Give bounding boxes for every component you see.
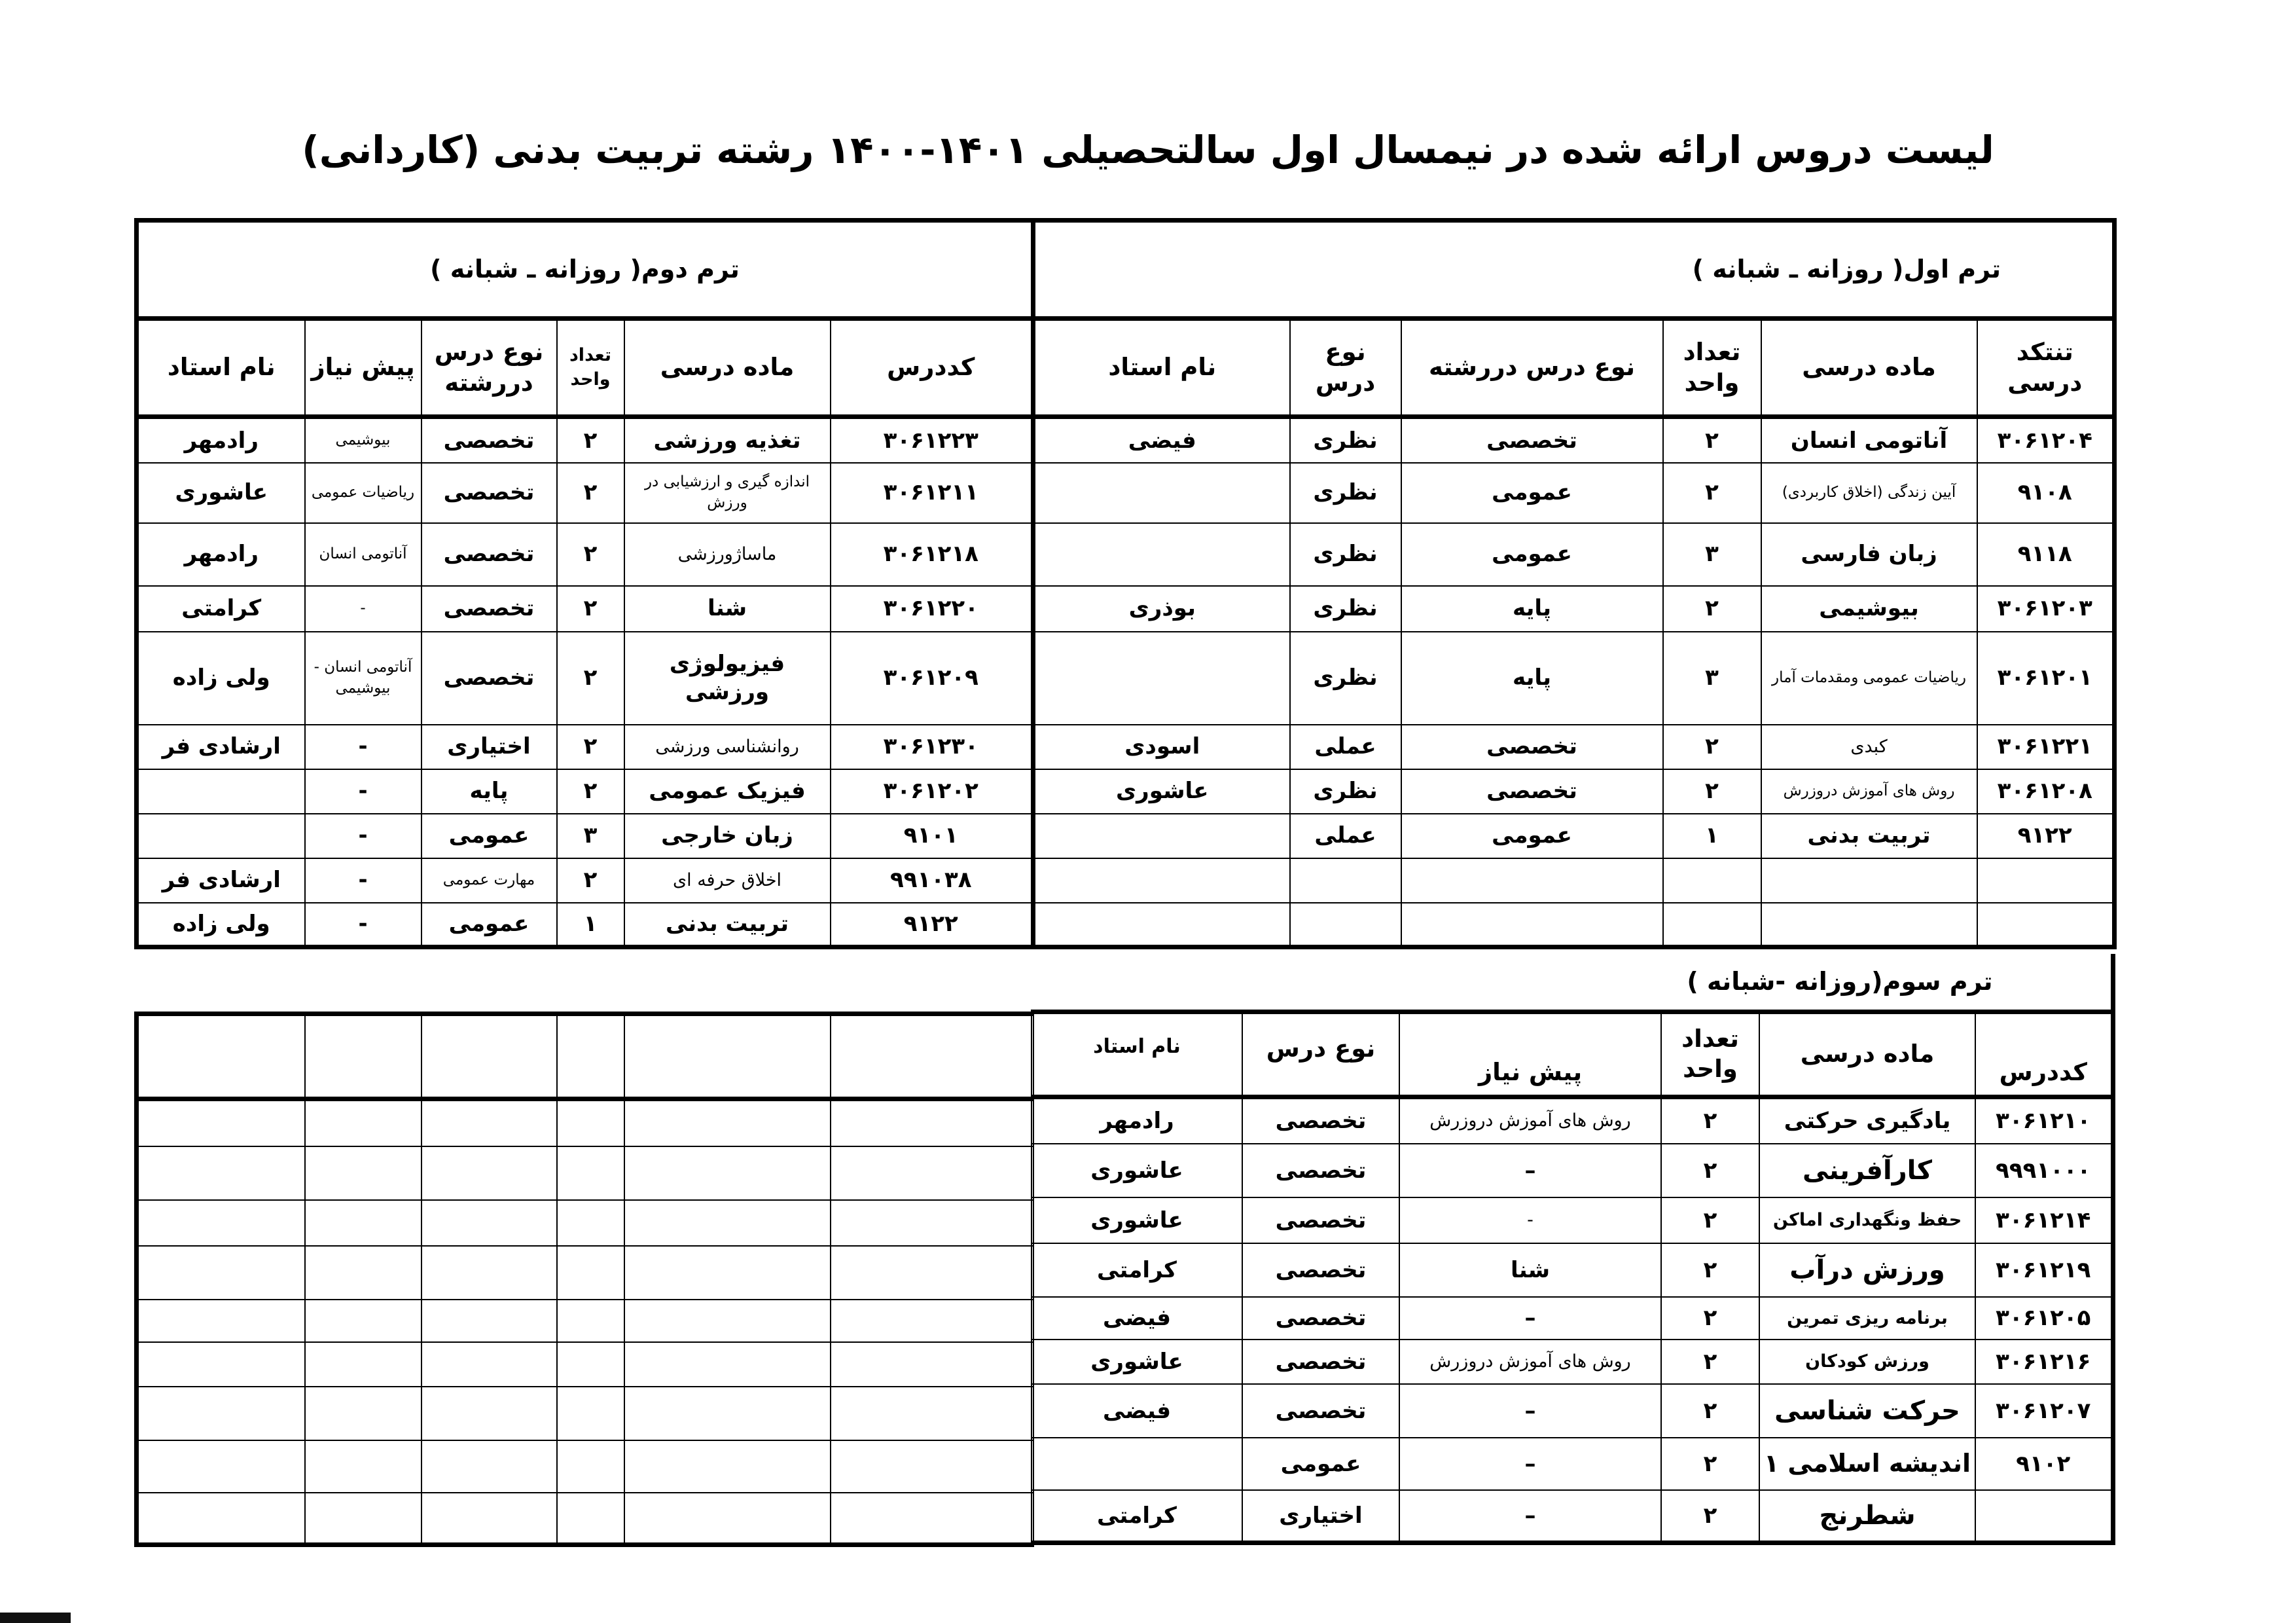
cell-subject: شطرنج xyxy=(1759,1490,1975,1542)
cell-units: ۲ xyxy=(1661,1297,1759,1340)
cell-code: ۹۱۱۸ xyxy=(1977,523,2115,586)
table-row xyxy=(137,463,1033,523)
cell-prereq: آناتومی انسان - بیوشیمی xyxy=(305,632,422,725)
watermark-strip xyxy=(0,1613,71,1623)
cell-prereq: - xyxy=(305,586,422,632)
cell-teacher: فیضی xyxy=(1031,1384,1242,1438)
cell-type: عملی xyxy=(1290,814,1401,858)
cell-units: ۲ xyxy=(557,632,624,725)
cell-kind: عمومی xyxy=(1401,523,1663,586)
cell-code: ۳۰۶۱۲۱۹ xyxy=(1975,1243,2113,1297)
table-row xyxy=(1031,1384,2113,1438)
cell-units: ۲ xyxy=(1663,463,1761,523)
table-row xyxy=(137,814,1033,858)
cell-subject: روش های آموزش دروزرش xyxy=(1761,769,1977,814)
cell-code: ۳۰۶۱۲۰۷ xyxy=(1975,1384,2113,1438)
cell-code: ۳۰۶۱۲۱۱ xyxy=(831,463,1033,523)
cell-prereq: - xyxy=(305,725,422,769)
cell-units: ۲ xyxy=(557,769,624,814)
cell-teacher xyxy=(1033,463,1290,523)
cell-prereq: ریاضیات عمومی xyxy=(305,463,422,523)
cell-subject: زبان فارسی xyxy=(1761,523,1977,586)
cell-teacher xyxy=(1033,632,1290,725)
table-row xyxy=(137,769,1033,814)
cell-subject: آناتومی انسان xyxy=(1761,417,1977,463)
cell-subject: اندیشه اسلامی ۱ xyxy=(1759,1438,1975,1490)
cell-teacher: کرامتی xyxy=(137,586,305,632)
cell-kind: تخصصی xyxy=(1401,769,1663,814)
header-teacher: نام استاد xyxy=(1031,1012,1242,1097)
cell-kind: تخصصی xyxy=(1401,417,1663,463)
cell-units: ۲ xyxy=(1661,1197,1759,1243)
cell-teacher: کرامتی xyxy=(1031,1243,1242,1297)
cell-units: ۲ xyxy=(1663,586,1761,632)
cell-units: ۲ xyxy=(1663,725,1761,769)
header-units: تعداد واحد xyxy=(1663,319,1761,417)
cell-code: ۹۱۰۲ xyxy=(1975,1438,2113,1490)
cell-code: ۳۰۶۱۲۰۵ xyxy=(1975,1297,2113,1340)
term3-table xyxy=(1031,954,2115,1545)
table-row xyxy=(1031,1197,2113,1243)
cell-subject: تربیت بدنی xyxy=(1761,814,1977,858)
table-row xyxy=(1033,725,2115,769)
cell-teacher: ارشادی فر xyxy=(137,725,305,769)
cell-subject: شنا xyxy=(624,586,831,632)
table-row xyxy=(137,523,1033,586)
cell-units: ۲ xyxy=(1663,769,1761,814)
cell-teacher: فیضی xyxy=(1031,1297,1242,1340)
cell-kind: تخصصی xyxy=(1401,725,1663,769)
cell-prereq: – xyxy=(1399,1438,1661,1490)
cell-kind: تخصصی xyxy=(422,463,557,523)
cell-prereq: شنا xyxy=(1399,1243,1661,1297)
cell-code: ۹۹۱۰۳۸ xyxy=(831,858,1033,903)
cell-subject: ریاضیات عمومی ومقدمات آمار xyxy=(1761,632,1977,725)
cell-teacher xyxy=(1031,1438,1242,1490)
cell-kind: تخصصی xyxy=(422,632,557,725)
cell-type: تخصصی xyxy=(1242,1340,1399,1384)
cell-code: ۹۱۲۲ xyxy=(1977,814,2115,858)
cell-teacher: رادمهر xyxy=(137,417,305,463)
cell-type: نظری xyxy=(1290,586,1401,632)
cell-subject: فیزیولوژی ورزشی xyxy=(624,632,831,725)
header-units: تعداد واحد xyxy=(1661,1012,1759,1097)
cell-code: ۳۰۶۱۲۰۴ xyxy=(1977,417,2115,463)
cell-code: ۹۹۹۱۰۰۰ xyxy=(1975,1144,2113,1197)
cell-units: ۲ xyxy=(1661,1384,1759,1438)
cell-subject: ورزش کودکان xyxy=(1759,1340,1975,1384)
cell-type: تخصصی xyxy=(1242,1144,1399,1197)
cell-code: ۳۰۶۱۲۳۰ xyxy=(831,725,1033,769)
cell-code: ۳۰۶۱۲۰۳ xyxy=(1977,586,2115,632)
table-row xyxy=(1031,1340,2113,1384)
cell-subject: اخلاق حرفه ای xyxy=(624,858,831,903)
cell-type: نظری xyxy=(1290,769,1401,814)
cell-kind: عمومی xyxy=(422,903,557,947)
cell-units: ۲ xyxy=(557,725,624,769)
table-row xyxy=(1033,814,2115,858)
table-row xyxy=(1031,1097,2113,1144)
cell-subject: برنامه ریزی تمرین xyxy=(1759,1297,1975,1340)
cell-subject: زبان خارجی xyxy=(624,814,831,858)
header-code: کددرس xyxy=(1975,1012,2113,1097)
header-kind: نوع درس دررشته xyxy=(422,319,557,417)
cell-teacher: عاشوری xyxy=(1031,1144,1242,1197)
header-prereq: پیش نیاز xyxy=(305,319,422,417)
table-row xyxy=(137,725,1033,769)
cell-code: ۹۱۰۱ xyxy=(831,814,1033,858)
cell-subject: حفظ ونگهداری اماکن xyxy=(1759,1197,1975,1243)
table-row xyxy=(1031,1438,2113,1490)
table-row xyxy=(137,586,1033,632)
cell-subject: اندازه گیری و ارزشیابی در ورزش xyxy=(624,463,831,523)
table-row xyxy=(1033,586,2115,632)
header-prereq: پیش نیاز xyxy=(1399,1012,1661,1097)
cell-units: ۱ xyxy=(557,903,624,947)
cell-teacher: فیضی xyxy=(1033,417,1290,463)
cell-teacher: ارشادی فر xyxy=(137,858,305,903)
cell-units: ۲ xyxy=(557,463,624,523)
cell-prereq: روش های آموزش دروزرش xyxy=(1399,1097,1661,1144)
cell-units: ۲ xyxy=(1661,1144,1759,1197)
cell-kind: تخصصی xyxy=(422,523,557,586)
table-row xyxy=(1031,1297,2113,1340)
cell-prereq: آناتومی انسان xyxy=(305,523,422,586)
table-row xyxy=(1033,769,2115,814)
cell-subject: ماساژورزشی xyxy=(624,523,831,586)
cell-type: عمومی xyxy=(1242,1438,1399,1490)
table-row xyxy=(137,903,1033,947)
cell-kind: پایه xyxy=(422,769,557,814)
cell-teacher: عاشوری xyxy=(1031,1340,1242,1384)
cell-prereq: - xyxy=(305,769,422,814)
cell-prereq: - xyxy=(1399,1197,1661,1243)
cell-prereq: – xyxy=(1399,1490,1661,1542)
header-subject: ماده درسی xyxy=(1761,319,1977,417)
table-row xyxy=(137,632,1033,725)
cell-subject: حرکت شناسی xyxy=(1759,1384,1975,1438)
term3-heading: ترم سوم(روزانه -شبانه ) xyxy=(1031,954,2113,1012)
cell-subject: کارآفرینی xyxy=(1759,1144,1975,1197)
header-code: کددرس xyxy=(831,319,1033,417)
cell-teacher: عاشوری xyxy=(1031,1197,1242,1243)
table-row-empty xyxy=(1033,858,2115,903)
cell-code: ۳۰۶۱۲۰۲ xyxy=(831,769,1033,814)
cell-subject: کبدی xyxy=(1761,725,1977,769)
cell-teacher: عاشوری xyxy=(1033,769,1290,814)
cell-type: تخصصی xyxy=(1242,1243,1399,1297)
term2-heading: ترم دوم( روزانه ـ شبانه ) xyxy=(137,221,1033,319)
cell-code: ۹۱۰۸ xyxy=(1977,463,2115,523)
cell-prereq: - xyxy=(305,903,422,947)
cell-subject: ورزش درآب xyxy=(1759,1243,1975,1297)
cell-units: ۲ xyxy=(557,417,624,463)
term2-body xyxy=(137,417,1033,947)
cell-prereq: – xyxy=(1399,1144,1661,1197)
header-teacher: نام استاد xyxy=(1033,319,1290,417)
table-row xyxy=(1033,632,2115,725)
cell-units: ۲ xyxy=(557,858,624,903)
cell-units: ۲ xyxy=(557,523,624,586)
cell-teacher: عاشوری xyxy=(137,463,305,523)
cell-units: ۲ xyxy=(1663,417,1761,463)
cell-teacher: اسودی xyxy=(1033,725,1290,769)
cell-type: تخصصی xyxy=(1242,1297,1399,1340)
cell-type: نظری xyxy=(1290,523,1401,586)
cell-units: ۲ xyxy=(1661,1243,1759,1297)
table-row xyxy=(1033,417,2115,463)
cell-kind: تخصصی xyxy=(422,417,557,463)
cell-code: ۳۰۶۱۲۰۹ xyxy=(831,632,1033,725)
cell-prereq: - xyxy=(305,858,422,903)
cell-code: ۳۰۶۱۲۲۱ xyxy=(1977,725,2115,769)
cell-prereq: – xyxy=(1399,1297,1661,1340)
empty-grid-table xyxy=(134,1012,1034,1547)
cell-teacher: ولی زاده xyxy=(137,632,305,725)
header-teacher: نام استاد xyxy=(137,319,305,417)
table-row xyxy=(137,858,1033,903)
cell-kind: مهارت عمومی xyxy=(422,858,557,903)
table-row xyxy=(1031,1490,2113,1542)
header-subject: ماده درسی xyxy=(1759,1012,1975,1097)
cell-subject: یادگیری حرکتی xyxy=(1759,1097,1975,1144)
header-code: تنتکد درسی xyxy=(1977,319,2115,417)
cell-type: نظری xyxy=(1290,463,1401,523)
cell-teacher xyxy=(137,769,305,814)
cell-subject: آیین زندگی (اخلاق کاربردی) xyxy=(1761,463,1977,523)
cell-code: ۳۰۶۱۲۰۸ xyxy=(1977,769,2115,814)
cell-teacher: ولی زاده xyxy=(137,903,305,947)
cell-subject: تغذیه ورزشی xyxy=(624,417,831,463)
header-type: نوع درس xyxy=(1290,319,1401,417)
cell-units: ۲ xyxy=(1661,1340,1759,1384)
cell-prereq: - xyxy=(305,814,422,858)
cell-subject: فیزیک عمومی xyxy=(624,769,831,814)
cell-type: تخصصی xyxy=(1242,1384,1399,1438)
header-type: نوع درس xyxy=(1242,1012,1399,1097)
cell-units: ۲ xyxy=(1661,1097,1759,1144)
cell-prereq: روش های آموزش دروزرش xyxy=(1399,1340,1661,1384)
cell-kind: عمومی xyxy=(1401,463,1663,523)
cell-code: ۹۱۲۲ xyxy=(831,903,1033,947)
term2-table xyxy=(134,218,1035,949)
cell-code: ۳۰۶۱۲۱۴ xyxy=(1975,1197,2113,1243)
cell-code: ۳۰۶۱۲۰۱ xyxy=(1977,632,2115,725)
cell-kind: پایه xyxy=(1401,632,1663,725)
header-kind: نوع درس دررشته xyxy=(1401,319,1663,417)
cell-teacher: بوذری xyxy=(1033,586,1290,632)
cell-kind: اختیاری xyxy=(422,725,557,769)
cell-teacher: رادمهر xyxy=(1031,1097,1242,1144)
table-row xyxy=(1031,1144,2113,1197)
cell-code: ۳۰۶۱۲۲۳ xyxy=(831,417,1033,463)
cell-subject: روانشناسی ورزشی xyxy=(624,725,831,769)
cell-code: ۳۰۶۱۲۱۶ xyxy=(1975,1340,2113,1384)
cell-code: ۳۰۶۱۲۲۰ xyxy=(831,586,1033,632)
cell-units: ۳ xyxy=(1663,632,1761,725)
header-units: تعداد واحد xyxy=(557,319,624,417)
cell-teacher xyxy=(1033,814,1290,858)
table-row xyxy=(1031,1243,2113,1297)
cell-type: نظری xyxy=(1290,632,1401,725)
table-row xyxy=(137,417,1033,463)
table-row-empty xyxy=(1033,903,2115,947)
cell-teacher: کرامتی xyxy=(1031,1490,1242,1542)
cell-kind: پایه xyxy=(1401,586,1663,632)
cell-type: عملی xyxy=(1290,725,1401,769)
cell-units: ۲ xyxy=(1661,1490,1759,1542)
term3-body xyxy=(1031,1097,2113,1542)
term1-heading: ترم اول( روزانه ـ شبانه ) xyxy=(1033,221,2115,319)
cell-prereq: – xyxy=(1399,1384,1661,1438)
cell-type: نظری xyxy=(1290,417,1401,463)
page-title: لیست دروس ارائه شده در نیمسال اول سالتحصیلی ۱۴۰۱-۱۴۰۰ رشته تربیت بدنی (کاردانی) xyxy=(302,128,1994,172)
cell-prereq: بیوشیمی xyxy=(305,417,422,463)
cell-teacher xyxy=(137,814,305,858)
cell-kind: عمومی xyxy=(422,814,557,858)
cell-units: ۳ xyxy=(557,814,624,858)
cell-teacher xyxy=(1033,523,1290,586)
cell-type: تخصصی xyxy=(1242,1197,1399,1243)
cell-code: ۳۰۶۱۲۱۸ xyxy=(831,523,1033,586)
cell-teacher: رادمهر xyxy=(137,523,305,586)
cell-code: ۳۰۶۱۲۱۰ xyxy=(1975,1097,2113,1144)
cell-type: تخصصی xyxy=(1242,1097,1399,1144)
term1-body xyxy=(1033,417,2115,947)
cell-units: ۱ xyxy=(1663,814,1761,858)
cell-units: ۲ xyxy=(1661,1438,1759,1490)
cell-units: ۳ xyxy=(1663,523,1761,586)
table-row xyxy=(1033,523,2115,586)
cell-code xyxy=(1975,1490,2113,1542)
cell-kind: عمومی xyxy=(1401,814,1663,858)
cell-kind: تخصصی xyxy=(422,586,557,632)
cell-type: اختیاری xyxy=(1242,1490,1399,1542)
table-row xyxy=(1033,463,2115,523)
term1-table xyxy=(1031,218,2117,949)
cell-subject: تربیت بدنی xyxy=(624,903,831,947)
header-subject: ماده درسی xyxy=(624,319,831,417)
cell-subject: بیوشیمی xyxy=(1761,586,1977,632)
cell-units: ۲ xyxy=(557,586,624,632)
